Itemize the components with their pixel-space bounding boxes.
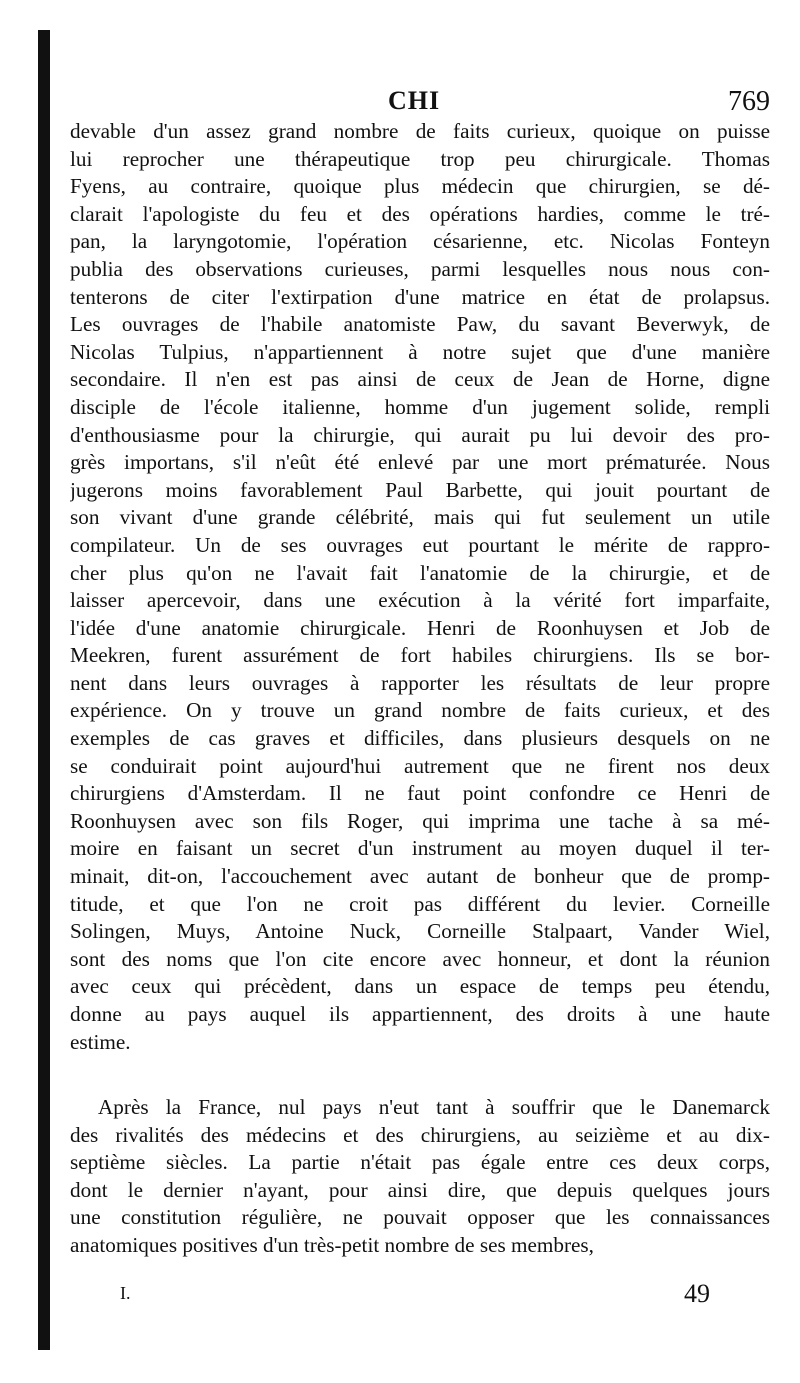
text-line: jugerons moins favorablement Paul Barbette, qui jouit pourtant de [70, 477, 770, 502]
text-line: pan, la laryngotomie, l'opération césarienne, etc. Nicolas Fonteyn [70, 229, 770, 254]
text-line: moire en faisant un secret d'un instrument au moyen duquel il ter- [70, 836, 770, 861]
text-line: des rivalités des médecins et des chirurgiens, au seizième et au dix- [70, 1122, 770, 1147]
text-line: disciple de l'école italienne, homme d'un jugement solide, rempli [70, 394, 770, 419]
paragraph-1 [70, 118, 770, 1056]
text-line: Meekren, furent assurément de fort habiles chirurgiens. Ils se bor- [70, 643, 770, 668]
text-line: exemples de cas graves et difficiles, dans plusieurs desquels on ne [70, 726, 770, 751]
page-footer [70, 1279, 710, 1313]
text-line: minait, dit-on, l'accouchement avec autant de bonheur que de promp- [70, 864, 770, 889]
text-line: avec ceux qui précèdent, dans un espace de temps peu étendu, [70, 974, 770, 999]
text-line: septième siècles. La partie n'était pas égale entre ces deux corps, [70, 1150, 770, 1175]
text-line: son vivant d'une grande célébrité, mais qui fut seulement un utile [70, 505, 770, 530]
text-line: l'idée d'une anatomie chirurgicale. Henri de Roonhuysen et Job de [70, 615, 770, 640]
page-header [58, 86, 770, 120]
text-line: laisser apercevoir, dans une exécution à la vérité fort imparfaite, [70, 588, 770, 613]
text-line: nent dans leurs ouvrages à rapporter les résultats de leur propre [70, 670, 770, 695]
text-line: publia des observations curieuses, parmi lesquelles nous nous con- [70, 256, 770, 281]
text-line: Fyens, au contraire, quoique plus médecin que chirurgien, se dé- [70, 174, 770, 199]
text-line: grès importans, s'il n'eût été enlevé par une mort prématurée. Nous [70, 450, 770, 475]
text-line: donne au pays auquel ils appartiennent, des droits à une haute [70, 1002, 770, 1026]
text-line: Après la France, nul pays n'eut tant à souffrir que le Danemarck [98, 1095, 770, 1119]
text-line: expérience. On y trouve un grand nombre de faits curieux, et des [70, 698, 770, 723]
book-binding-edge [38, 30, 50, 1350]
text-line: titude, et que l'on ne croit pas différent du levier. Corneille [70, 891, 770, 916]
paragraph-2 [70, 1094, 770, 1260]
sheet-number: 49 [684, 1279, 710, 1308]
text-line: secondaire. Il n'en est pas ainsi de ceux de Jean de Horne, digne [70, 367, 770, 392]
text-line: clarait l'apologiste du feu et des opérations hardies, comme le tré- [70, 201, 770, 226]
text-line: Nicolas Tulpius, n'appartiennent à notre sujet que d'une manière [70, 339, 770, 364]
text-line: Les ouvrages de l'habile anatomiste Paw, du savant Beverwyk, de [70, 312, 770, 337]
text-line: chirurgiens d'Amsterdam. Il ne faut point confondre ce Henri de [70, 781, 770, 806]
text-line: sont des noms que l'on cite encore avec honneur, et dont la réunion [70, 946, 770, 971]
text-line: compilateur. Un de ses ouvrages eut pourtant le mérite de rappro- [70, 532, 770, 557]
text-line: se conduirait point aujourd'hui autrement que ne firent nos deux [70, 753, 770, 778]
text-line: devable d'un assez grand nombre de faits curieux, quoique on puisse [70, 119, 770, 143]
text-line: cher plus qu'on ne l'avait fait l'anatomie de la chirurgie, et de [70, 560, 770, 585]
text-line: dont le dernier n'ayant, pour ainsi dire, que depuis quelques jours [70, 1177, 770, 1202]
text-line: Solingen, Muys, Antoine Nuck, Corneille Stalpaart, Vander Wiel, [70, 919, 770, 944]
text-line: lui reprocher une thérapeutique trop peu chirurgicale. Thomas [70, 146, 770, 171]
text-line: tenterons de citer l'extirpation d'une matrice en état de prolapsus. [70, 284, 770, 309]
signature-mark: I. [120, 1283, 131, 1303]
text-line: Roonhuysen avec son fils Roger, qui imprima une tache à sa mé- [70, 808, 770, 833]
text-line: estime. [70, 1029, 131, 1054]
page-number: 769 [728, 86, 770, 117]
text-line: d'enthousiasme pour la chirurgie, qui aurait pu lui devoir des pro- [70, 422, 770, 447]
running-title: CHI [387, 86, 441, 115]
text-line: anatomiques positives d'un très-petit nombre de ses membres, [70, 1232, 594, 1257]
text-line: une constitution régulière, ne pouvait opposer que les connaissances [70, 1205, 770, 1230]
